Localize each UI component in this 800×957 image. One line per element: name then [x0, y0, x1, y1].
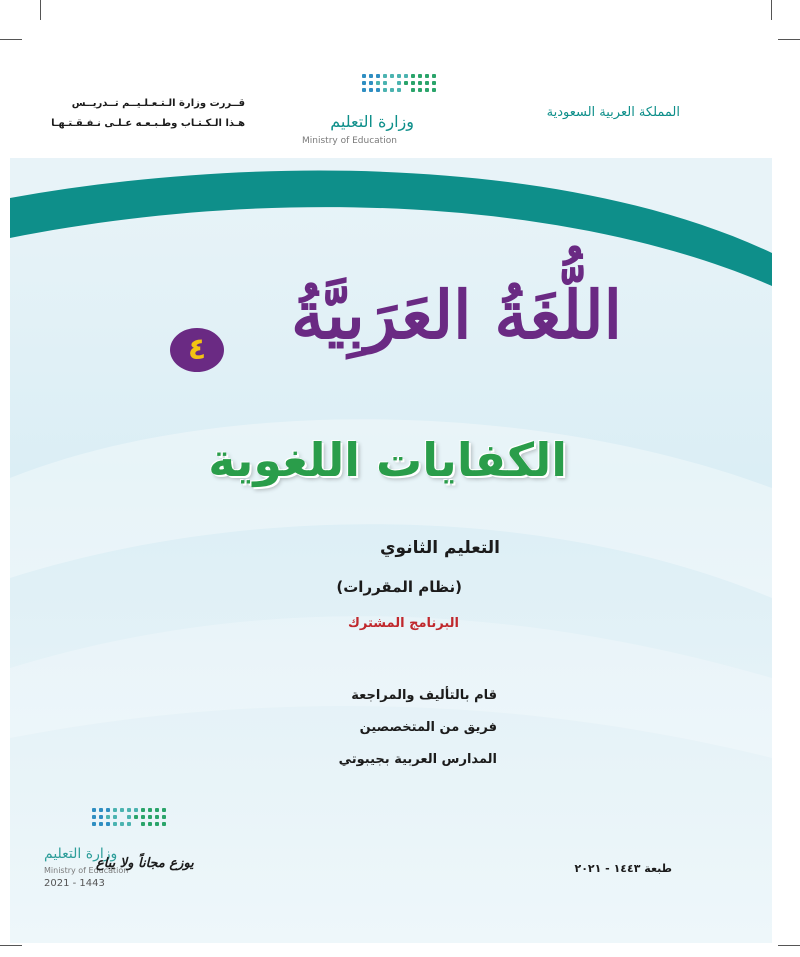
footer-ministry-name-en: Ministry of Education — [44, 866, 129, 875]
ministry-logo-dots-icon — [362, 74, 436, 92]
book-title: اللُّغَةُ العَرَبِيَّةُ — [291, 276, 622, 354]
free-distribution-note: يوزع مجاناً ولا يباع — [96, 856, 194, 871]
country-name: المملكة العربية السعودية — [546, 105, 680, 120]
ministry-name-en: Ministry of Education — [302, 136, 397, 146]
footer-years: 2021 - 1443 — [44, 878, 105, 889]
ministry-name-ar: وزارة التعليم — [330, 112, 414, 131]
edition-label: طبعة ١٤٤٣ - ٢٠٢١ — [574, 862, 672, 875]
crop-mark — [778, 39, 800, 40]
program-track: البرنامج المشترك — [347, 616, 459, 631]
decree-line-2: هـذا الـكـتـاب وطـبـعـه عـلـى نـفـقـتـهـا — [51, 118, 245, 129]
authors-line-1: قام بالتأليف والمراجعة — [351, 688, 497, 703]
authors-line-2: فريق من المتخصصين — [359, 720, 497, 735]
volume-badge — [170, 328, 224, 372]
education-stage: التعليم الثانوي — [379, 538, 500, 558]
teal-arc-banner — [10, 158, 772, 288]
book-subtitle: الكفايات اللغوية — [208, 433, 567, 487]
course-system: (نظام المقررات) — [336, 578, 462, 596]
ministry-logo — [302, 70, 462, 150]
authors-line-3: المدارس العربية بجيبوتي — [338, 752, 497, 767]
crop-mark — [778, 945, 800, 946]
footer-ministry-name-ar: وزارة التعليم — [44, 846, 118, 862]
volume-number: ٤ — [187, 332, 207, 367]
footer-ministry-logo — [44, 808, 194, 898]
crop-mark — [0, 945, 22, 946]
decree-line-1: قــررت وزارة الـتـعـلـيــم تــدريــس — [71, 98, 245, 109]
cover-panel — [10, 158, 772, 943]
crop-mark — [40, 0, 41, 20]
crop-mark — [0, 39, 22, 40]
crop-mark — [771, 0, 772, 20]
footer-logo-dots-icon — [92, 808, 166, 826]
